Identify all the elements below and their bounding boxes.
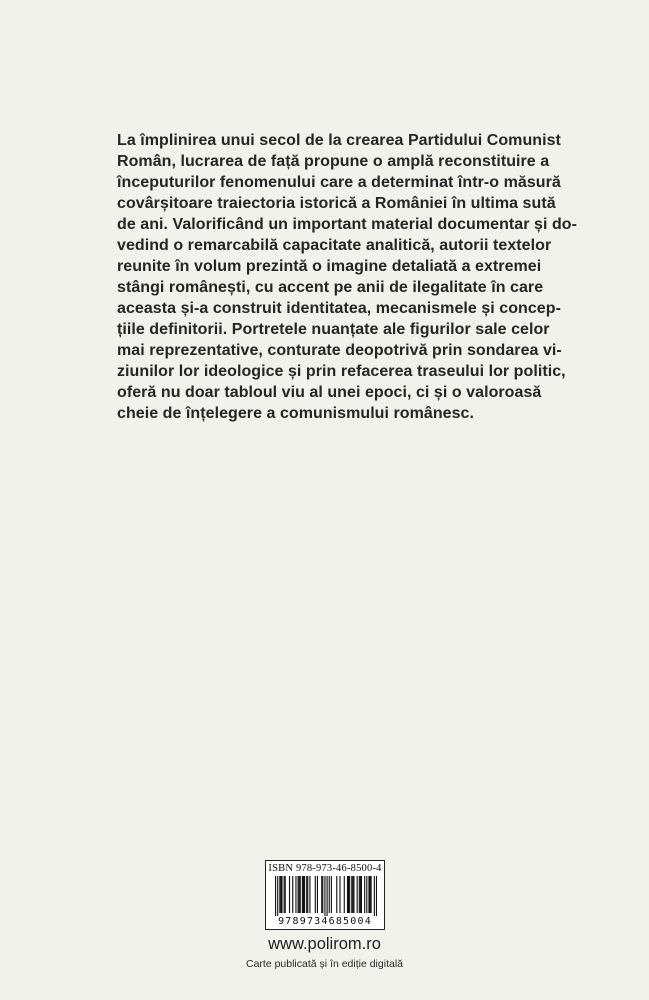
barcode-bar	[321, 876, 322, 913]
digital-edition-note: Carte publicată și în ediție digitală	[245, 958, 403, 970]
barcode-bar	[299, 876, 300, 913]
barcode-bar	[284, 876, 285, 913]
barcode-bar	[285, 876, 286, 913]
barcode-bar	[361, 876, 362, 913]
barcode-bar	[279, 876, 280, 913]
barcode-bar	[327, 876, 328, 916]
barcode-bar	[366, 876, 367, 913]
barcode-bar	[331, 876, 332, 913]
blurb-line: de ani. Valorificând un important material documentar și do-	[117, 216, 577, 233]
blurb-line: Român, lucrarea de față propune o amplă reconstituire a	[117, 153, 550, 170]
blurb-line: mai reprezentative, conturate deopotrivă prin sondarea vi-	[117, 342, 562, 359]
barcode-bar	[347, 876, 348, 913]
isbn-label: ISBN 978-973-46-8500-4	[268, 863, 382, 874]
blurb-line: La împlinirea unui secol de la crearea Partidului Comunist	[117, 132, 561, 149]
barcode-bar	[281, 876, 282, 913]
barcode-icon	[275, 876, 377, 916]
barcode-bar	[344, 876, 345, 913]
barcode-bar	[302, 876, 303, 913]
barcode-bar	[360, 876, 361, 913]
barcode-bar	[315, 876, 316, 913]
blurb-line: oferă nu doar tabloul viu al unei epoci, ci și o valoroasă	[117, 384, 542, 401]
barcode-bar	[322, 876, 323, 913]
barcode-bar	[275, 876, 276, 916]
blurb-line: aceasta și-a construit identitatea, mecanismele și concep-	[117, 300, 561, 317]
publisher-website: www.polirom.ro	[268, 935, 381, 953]
blurb-line: începuturilor fenomenului care a determinat într-o măsură	[117, 174, 561, 191]
barcode-bar	[357, 876, 358, 913]
barcode-bar	[309, 876, 310, 913]
barcode-bar	[374, 876, 375, 916]
barcode-bar	[364, 876, 365, 913]
barcode-bar	[371, 876, 372, 913]
ean-digits: 9789734685004	[278, 916, 372, 927]
barcode-bar	[348, 876, 349, 913]
barcode-bar	[303, 876, 304, 913]
barcode-bar	[351, 876, 352, 913]
barcode-bar	[368, 876, 369, 913]
barcode-bar	[353, 876, 354, 913]
barcode-bar	[292, 876, 293, 913]
barcode-bar	[295, 876, 296, 913]
isbn-barcode-block	[265, 860, 385, 930]
barcode-bar	[289, 876, 290, 913]
barcode-bar	[339, 876, 340, 913]
barcode-bar	[324, 876, 325, 916]
blurb-line: covârșitoare traiectoria istorică a României în ultima sută	[117, 195, 556, 212]
blurb-line: țiile definitorii. Portretele nuanțate ale figurilor sale celor	[117, 321, 550, 338]
barcode-bar	[300, 876, 301, 913]
blurb-line: vedind o remarcabilă capacitate analitică, autorii textelor	[117, 237, 552, 254]
barcode-bar	[352, 876, 353, 913]
barcode-bar	[359, 876, 360, 913]
barcode-bar	[304, 876, 305, 913]
barcode-bar	[376, 876, 377, 916]
barcode-bar	[336, 876, 337, 913]
barcode-bar	[306, 876, 307, 913]
blurb-line: reunite în volum prezintă o imagine detaliată a extremei	[117, 258, 542, 275]
barcode-bar	[329, 876, 330, 913]
blurb-line: ziunilor lor ideologice și prin refacerea traseului lor politic,	[117, 363, 566, 380]
barcode-bar	[317, 876, 318, 913]
back-cover-blurb	[117, 130, 577, 424]
barcode-bar	[280, 876, 281, 913]
barcode-bar	[277, 876, 278, 916]
barcode-bar	[307, 876, 308, 913]
barcode-bar	[349, 876, 350, 913]
barcode-bar	[369, 876, 370, 913]
barcode-bar	[298, 876, 299, 913]
blurb-line: stângi românești, cu accent pe anii de ilegalitate în care	[117, 279, 544, 296]
blurb-line: cheie de înțelegere a comunismului românesc.	[117, 405, 474, 422]
